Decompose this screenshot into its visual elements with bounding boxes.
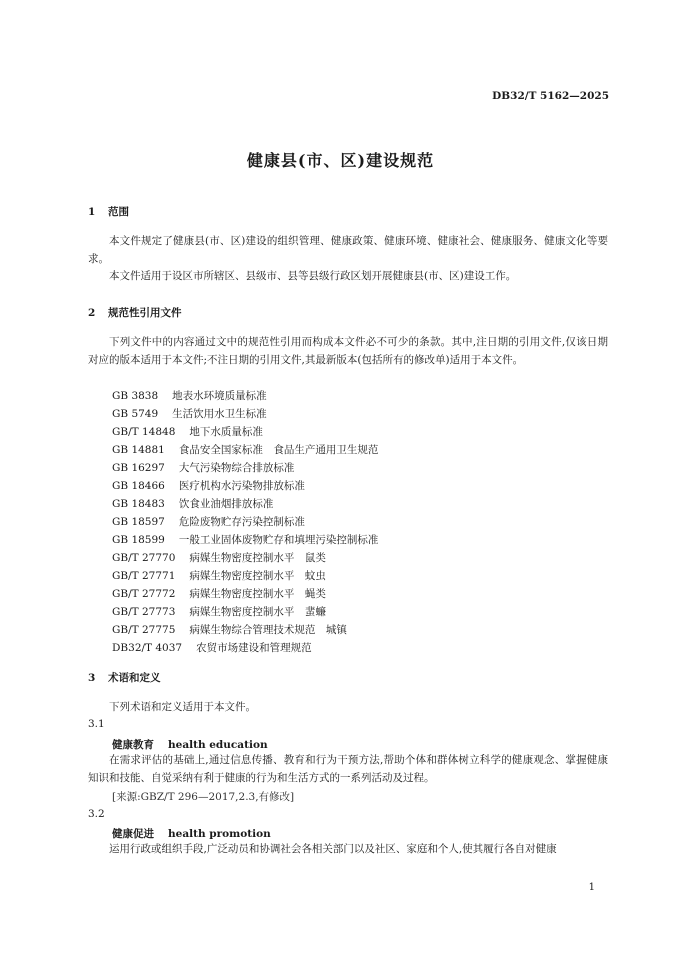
term-english: health promotion — [168, 828, 271, 840]
reference-title: 一般工业固体废物贮存和填埋污染控制标准 — [178, 534, 379, 546]
reference-code: GB 18483 — [112, 498, 165, 510]
section-title: 术语和定义 — [108, 672, 161, 684]
reference-title: 饮食业油烟排放标准 — [178, 498, 274, 510]
term-source: [来源:GBZ/T 296—2017,2.3,有修改] — [112, 791, 295, 803]
reference-code: GB/T 27771 — [112, 570, 176, 582]
reference-title: 地下水质量标准 — [189, 426, 263, 438]
reference-item — [112, 424, 263, 439]
document-title: 健康县(市、区)建设规范 — [246, 151, 435, 170]
reference-item — [112, 550, 326, 565]
term-heading — [112, 737, 268, 752]
section-number: 3 — [88, 672, 96, 684]
reference-title: 病媒生物密度控制水平 蝇类 — [189, 588, 326, 600]
section-title: 规范性引用文件 — [108, 307, 182, 319]
section-1-paragraph-2: 本文件适用于设区市所辖区、县级市、县等县级行政区划开展健康县(市、区)建设工作。 — [109, 270, 517, 282]
reference-title: 危险废物贮存污染控制标准 — [178, 516, 305, 528]
reference-title: 农贸市场建设和管理规范 — [196, 642, 312, 654]
reference-code: GB/T 14848 — [112, 426, 176, 438]
reference-item — [112, 568, 326, 583]
term-heading — [112, 826, 271, 841]
section-3-paragraph-1: 下列术语和定义适用于本文件。 — [109, 701, 256, 713]
section-number: 2 — [88, 307, 96, 319]
reference-item — [112, 496, 273, 511]
reference-title: 医疗机构水污染物排放标准 — [178, 480, 305, 492]
reference-code: GB 16297 — [112, 462, 165, 474]
reference-code: GB 5749 — [112, 408, 159, 420]
reference-code: DB32/T 4037 — [112, 642, 183, 654]
reference-item — [112, 640, 312, 655]
reference-title: 地表水环境质量标准 — [172, 390, 267, 402]
section-2-paragraph-1: 下列文件中的内容通过文中的规范性引用而构成本文件必不可少的条款。其中,注日期的引用文件,仅该日期对应的版本适用于本文件;不注日期的引用文件,其最新版本(包括所有的修改单)适用于本文件。 — [88, 336, 608, 366]
reference-item — [112, 514, 305, 529]
section-title: 范围 — [108, 206, 129, 218]
section-1-paragraph-1: 本文件规定了健康县(市、区)建设的组织管理、健康政策、健康环境、健康社会、健康服务、健康文化等要求。 — [88, 235, 608, 265]
reference-code: GB 18599 — [112, 534, 165, 546]
term-chinese: 健康促进 — [112, 828, 154, 840]
term-definition: 运用行政或组织手段,广泛动员和协调社会各相关部门以及社区、家庭和个人,使其履行各自对健康 — [109, 843, 557, 855]
section-3-heading — [88, 670, 161, 685]
term-english: health education — [168, 739, 268, 751]
term-number: 3.2 — [88, 808, 105, 820]
reference-code: GB 14881 — [112, 444, 165, 456]
reference-item — [112, 604, 326, 619]
reference-title: 生活饮用水卫生标准 — [172, 408, 267, 420]
section-2-heading — [88, 305, 182, 320]
reference-code: GB 18597 — [112, 516, 165, 528]
page-number: 1 — [588, 882, 595, 893]
reference-item — [112, 532, 378, 547]
reference-title: 食品安全国家标准 食品生产通用卫生规范 — [178, 444, 379, 456]
reference-title: 病媒生物综合管理技术规范 城镇 — [189, 624, 347, 636]
document-id: DB32/T 5162—2025 — [492, 90, 609, 102]
reference-item — [112, 442, 378, 457]
reference-item — [112, 478, 305, 493]
reference-code: GB 18466 — [112, 480, 165, 492]
reference-title: 病媒生物密度控制水平 鼠类 — [189, 552, 326, 564]
reference-title: 病媒生物密度控制水平 蜚蠊 — [189, 606, 326, 618]
term-number: 3.1 — [88, 718, 105, 730]
reference-item — [112, 406, 267, 421]
reference-code: GB 3838 — [112, 390, 159, 402]
reference-item — [112, 460, 294, 475]
reference-code: GB/T 27773 — [112, 606, 176, 618]
term-chinese: 健康教育 — [112, 739, 154, 751]
reference-item — [112, 622, 347, 637]
reference-code: GB/T 27772 — [112, 588, 176, 600]
reference-title: 大气污染物综合排放标准 — [178, 462, 295, 474]
section-1-heading — [88, 204, 129, 219]
term-definition: 在需求评估的基础上,通过信息传播、教育和行为干预方法,帮助个体和群体树立科学的健康观念、掌握健康知识和技能、自觉采纳有利于健康的行为和生活方式的一系列活动及过程。 — [88, 754, 608, 784]
section-number: 1 — [88, 206, 96, 218]
reference-item — [112, 586, 326, 601]
reference-code: GB/T 27770 — [112, 552, 176, 564]
reference-title: 病媒生物密度控制水平 蚊虫 — [189, 570, 326, 582]
reference-item — [112, 388, 267, 403]
reference-code: GB/T 27775 — [112, 624, 176, 636]
